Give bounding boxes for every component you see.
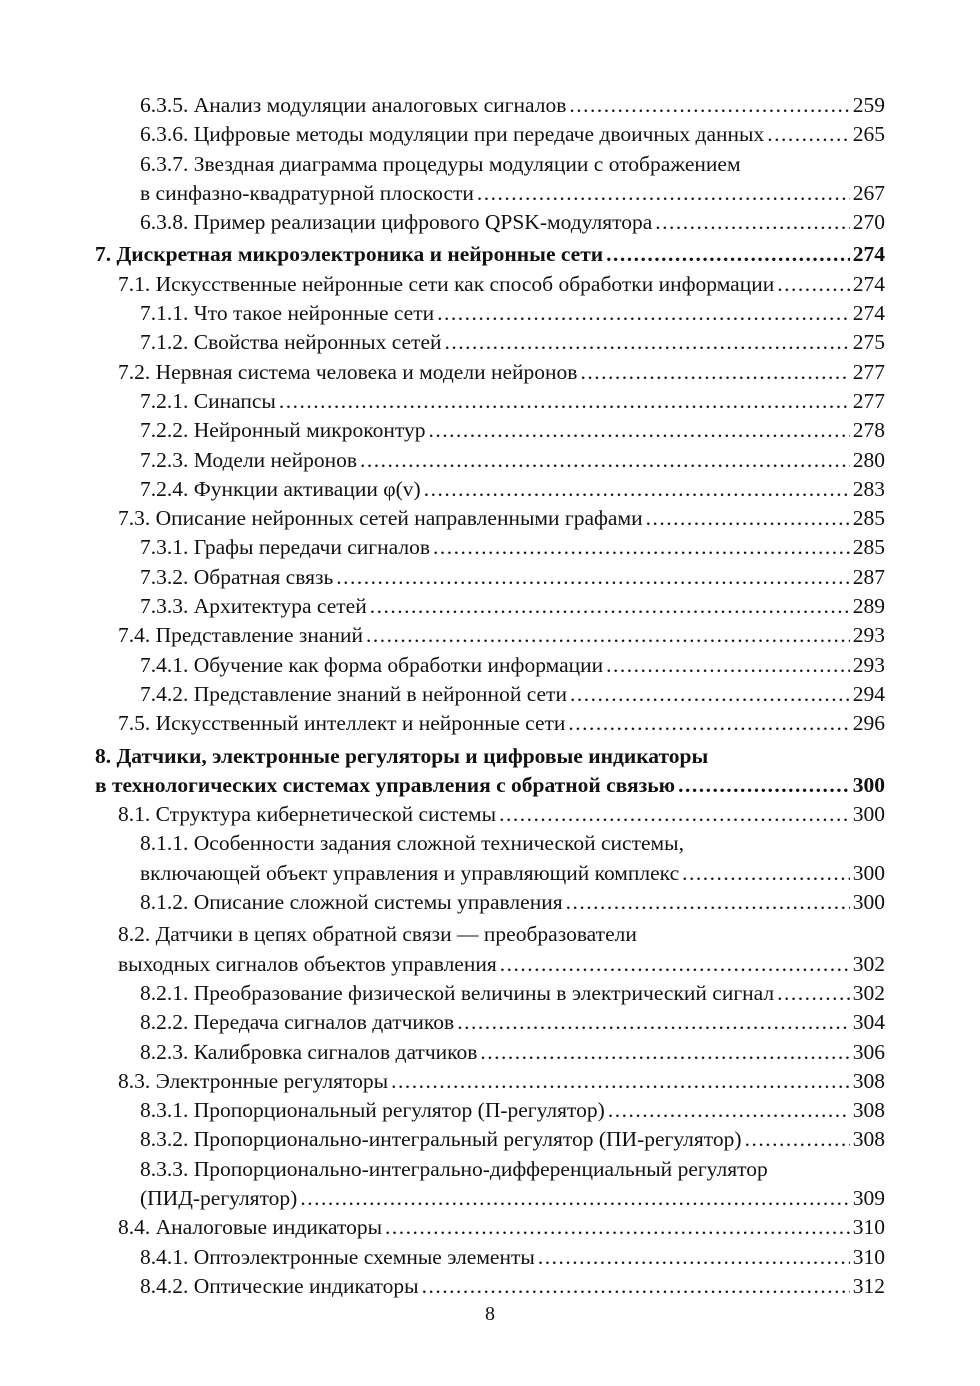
toc-entry-title: 8.4.2. Оптические индикаторы: [140, 1273, 419, 1298]
toc-entry-title: 7.3.1. Графы передачи сигналов: [140, 535, 430, 560]
toc-entry-title: 8.3.2. Пропорционально-интегральный регулятор (ПИ-регулятор): [140, 1127, 742, 1152]
toc-entry-title: 6.3.8. Пример реализации цифрового QPSK-модулятора: [140, 210, 653, 235]
toc-entry-page: 300: [852, 802, 885, 827]
toc-entry-title-line: 8.3.3. Пропорционально-интегрально-дифференциальный регулятор: [140, 1156, 768, 1181]
toc-entry-page: 283: [852, 476, 885, 501]
dot-leader: [445, 328, 850, 357]
toc-entry-page: 310: [852, 1215, 885, 1240]
dot-leader: [608, 1096, 850, 1125]
toc-entry-title-line: 8.2. Датчики в цепях обратной связи — преобразователи: [118, 922, 637, 947]
toc-subsection: [140, 533, 980, 562]
toc-subsection: [140, 416, 980, 445]
toc-entry-page: 300: [852, 860, 885, 885]
toc-entry-page: 294: [852, 681, 885, 706]
toc-chapter: [95, 240, 980, 269]
toc-entry-title: 7.5. Искусственный интеллект и нейронные сети: [118, 711, 566, 736]
toc-entry-title: 8.3.1. Пропорциональный регулятор (П-регулятор): [140, 1098, 605, 1123]
toc-entry-title: 7.2.1. Синапсы: [140, 388, 276, 413]
toc-section: [118, 358, 980, 387]
toc-subsection: [140, 91, 980, 120]
toc-subsection: [140, 592, 980, 621]
toc-entry-title: 8.4.1. Оптоэлектронные схемные элементы: [140, 1244, 535, 1269]
toc-section: [118, 920, 980, 979]
toc-entry-page: 259: [852, 93, 885, 117]
toc-subsection: [140, 1008, 980, 1037]
toc-entry-page: 275: [852, 330, 885, 355]
toc-entry-title: 8.2.3. Калибровка сигналов датчиков: [140, 1039, 478, 1064]
toc-entry-page: 310: [852, 1244, 885, 1269]
dot-leader: [682, 859, 850, 888]
toc-subsection: [140, 1272, 980, 1301]
page-number: 8: [485, 1303, 495, 1325]
dot-leader: [678, 771, 850, 800]
toc-entry-title: включающей объект управления и управляющий комплекс: [140, 860, 680, 885]
toc-section: [118, 1067, 980, 1096]
toc-entry-page: 277: [852, 388, 885, 413]
dot-leader: [422, 1272, 850, 1301]
dot-leader: [566, 888, 850, 917]
dot-leader: [538, 1243, 850, 1272]
toc-entry-title: 7. Дискретная микроэлектроника и нейронные сети: [95, 242, 604, 267]
dot-leader: [457, 1008, 850, 1037]
toc-subsection: [140, 979, 980, 1008]
toc-entry-title: 7.2.4. Функции активации φ(v): [140, 476, 421, 501]
toc-subsection: [140, 208, 980, 237]
dot-leader: [480, 1038, 849, 1067]
toc-entry-page: 278: [852, 418, 885, 443]
toc-entry-title: 8.1.2. Описание сложной системы управления: [140, 890, 563, 915]
toc-entry-title: 6.3.6. Цифровые методы модуляции при передаче двоичных данных: [140, 122, 765, 147]
dot-leader: [391, 1067, 850, 1096]
toc-entry-page: 300: [852, 772, 885, 797]
dot-leader: [477, 179, 850, 208]
toc-entry-page: 274: [852, 301, 885, 326]
toc-section: [118, 504, 980, 533]
dot-leader: [437, 299, 850, 328]
dot-leader: [569, 91, 849, 120]
toc-subsection: [140, 446, 980, 475]
toc-entry-page: 302: [852, 980, 885, 1005]
toc-subsection: [140, 150, 980, 209]
table-of-contents: [0, 91, 980, 1301]
dot-leader: [499, 800, 850, 829]
toc-entry-title: 7.1.2. Свойства нейронных сетей: [140, 330, 442, 355]
toc-section: [118, 270, 980, 299]
dot-leader: [767, 120, 850, 149]
toc-entry-title: 8.4. Аналоговые индикаторы: [118, 1215, 383, 1240]
toc-subsection: [140, 563, 980, 592]
toc-entry-page: 267: [852, 180, 885, 205]
toc-entry-title: 7.3.3. Архитектура сетей: [140, 594, 367, 619]
dot-leader: [385, 1213, 850, 1242]
dot-leader: [370, 592, 850, 621]
toc-subsection: [140, 1243, 980, 1272]
toc-entry-title: 7.4.1. Обучение как форма обработки информации: [140, 652, 604, 677]
dot-leader: [606, 651, 850, 680]
toc-section: [118, 621, 980, 650]
toc-section: [118, 1213, 980, 1242]
dot-leader: [655, 208, 850, 237]
toc-entry-title: 8.2.2. Передача сигналов датчиков: [140, 1010, 455, 1035]
toc-entry-page: 285: [852, 535, 885, 560]
toc-subsection: [140, 1096, 980, 1125]
toc-subsection: [140, 829, 980, 888]
dot-leader: [300, 1184, 849, 1213]
toc-chapter: [95, 742, 980, 801]
toc-entry-title: 7.4. Представление знаний: [118, 623, 363, 648]
dot-leader: [568, 709, 849, 738]
toc-section: [118, 800, 980, 829]
toc-section: [118, 709, 980, 738]
toc-entry-page: 265: [852, 122, 885, 147]
toc-entry-title: 7.2.3. Модели нейронов: [140, 447, 358, 472]
toc-entry-page: 289: [852, 594, 885, 619]
toc-entry-page: 309: [852, 1185, 885, 1210]
toc-subsection: [140, 1125, 980, 1154]
toc-subsection: [140, 680, 980, 709]
toc-entry-title: 8.1. Структура кибернетической системы: [118, 802, 497, 827]
toc-entry-title: (ПИД-регулятор): [140, 1185, 298, 1210]
toc-entry-page: 308: [852, 1098, 885, 1123]
toc-entry-page: 302: [852, 951, 885, 976]
dot-leader: [777, 270, 850, 299]
toc-entry-page: 274: [852, 242, 885, 267]
toc-entry-title: 7.4.2. Представление знаний в нейронной сети: [140, 681, 567, 706]
toc-subsection: [140, 387, 980, 416]
toc-entry-title: 7.3. Описание нейронных сетей направленными графами: [118, 506, 643, 531]
dot-leader: [279, 387, 850, 416]
toc-entry-page: 274: [852, 271, 885, 296]
toc-subsection: [140, 888, 980, 917]
toc-entry-page: 293: [852, 652, 885, 677]
dot-leader: [777, 979, 850, 1008]
dot-leader: [424, 475, 850, 504]
toc-entry-page: 287: [852, 564, 885, 589]
toc-entry-title: 7.2.2. Нейронный микроконтур: [140, 418, 426, 443]
dot-leader: [745, 1125, 850, 1154]
toc-entry-page: 304: [852, 1010, 885, 1035]
toc-entry-title-line: 6.3.7. Звездная диаграмма процедуры модуляции с отображением: [140, 151, 741, 176]
dot-leader: [580, 358, 849, 387]
toc-entry-page: 270: [852, 210, 885, 235]
toc-subsection: [140, 475, 980, 504]
toc-subsection: [140, 1155, 980, 1214]
toc-entry-page: 308: [852, 1068, 885, 1093]
toc-subsection: [140, 651, 980, 680]
dot-leader: [366, 621, 850, 650]
toc-subsection: [140, 299, 980, 328]
toc-entry-page: 293: [852, 623, 885, 648]
dot-leader: [570, 680, 850, 709]
dot-leader: [360, 446, 850, 475]
toc-entry-page: 280: [852, 447, 885, 472]
toc-entry-page: 312: [852, 1273, 885, 1298]
toc-entry-title: в технологических системах управления с обратной связью: [95, 772, 676, 797]
toc-entry-title-line: 8. Датчики, электронные регуляторы и цифровые индикаторы: [95, 743, 709, 768]
toc-entry-page: 285: [852, 506, 885, 531]
toc-subsection: [140, 328, 980, 357]
toc-entry-title-line: 8.1.1. Особенности задания сложной технической системы,: [140, 831, 684, 856]
toc-entry-page: 277: [852, 359, 885, 384]
dot-leader: [428, 416, 849, 445]
toc-entry-page: 296: [852, 711, 885, 736]
toc-entry-title: 7.2. Нервная система человека и модели нейронов: [118, 359, 578, 384]
toc-entry-title: 7.1. Искусственные нейронные сети как способ обработки информации: [118, 271, 775, 296]
toc-subsection: [140, 1038, 980, 1067]
toc-entry-title: в синфазно-квадратурной плоскости: [140, 180, 474, 205]
toc-entry-title: 7.1.1. Что такое нейронные сети: [140, 301, 435, 326]
toc-entry-title: 8.2.1. Преобразование физической величины в электрический сигнал: [140, 980, 775, 1005]
toc-entry-title: 6.3.5. Анализ модуляции аналоговых сигналов: [140, 93, 567, 117]
dot-leader: [500, 950, 850, 979]
toc-entry-page: 308: [852, 1127, 885, 1152]
toc-entry-title: 8.3. Электронные регуляторы: [118, 1068, 389, 1093]
toc-entry-page: 300: [852, 890, 885, 915]
toc-entry-title: выходных сигналов объектов управления: [118, 951, 497, 976]
dot-leader: [336, 563, 849, 592]
dot-leader: [646, 504, 850, 533]
dot-leader: [433, 533, 850, 562]
toc-entry-page: 306: [852, 1039, 885, 1064]
toc-subsection: [140, 120, 980, 149]
dot-leader: [606, 240, 850, 269]
toc-entry-title: 7.3.2. Обратная связь: [140, 564, 334, 589]
